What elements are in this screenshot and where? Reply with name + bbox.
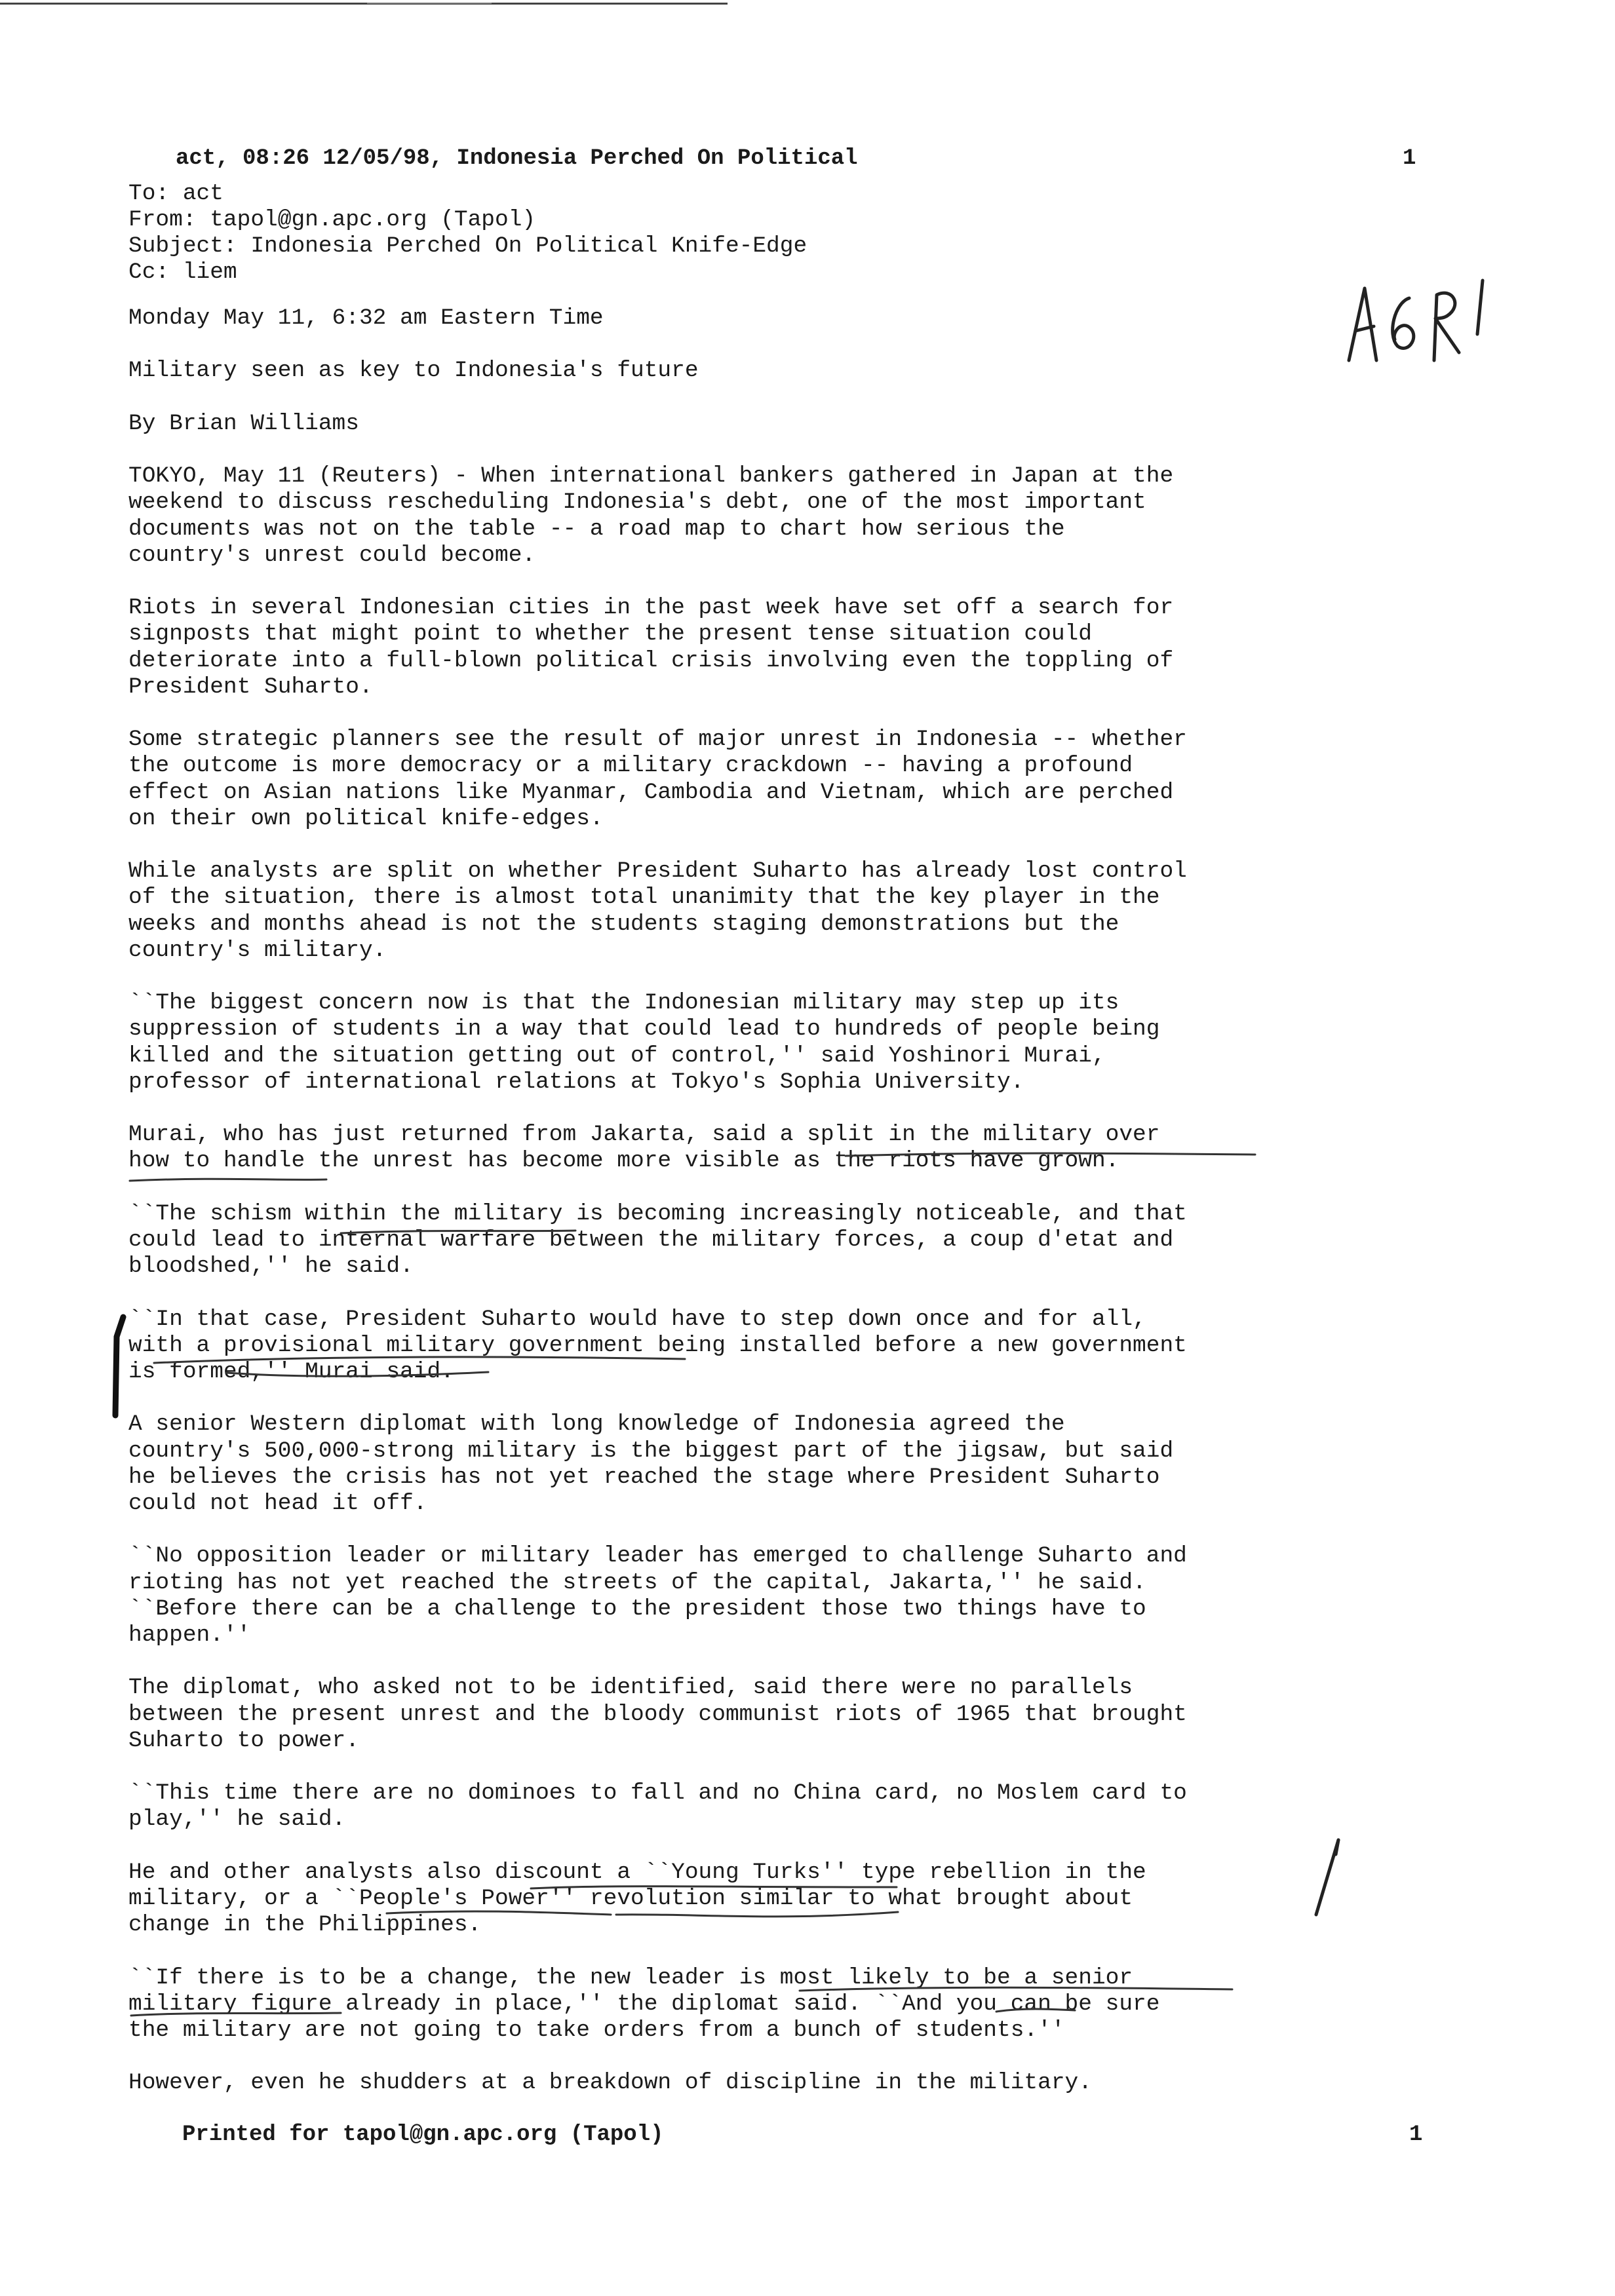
print-header-title: act, 08:26 12/05/98, Indonesia Perched On Political (176, 146, 858, 171)
email-cc: Cc: liem (128, 259, 237, 285)
paragraph: While analysts are split on whether President Suharto has already lost control of the situation, there is almost total unanimity that the key player in the weeks and months ahead is not the students staging demonstrations but the country's military. (128, 858, 1187, 963)
page-number-bottom: 1 (1409, 2122, 1423, 2147)
paragraph: He and other analysts also discount a ``Young Turks'' type rebellion in the military, or a ``People's Power'' revolution similar to what brought about change in the Philippines. (128, 1859, 1146, 1938)
paragraph: The diplomat, who asked not to be identified, said there were no parallels between the present unrest and the bloody communist riots of 1965 that brought Suharto to power. (128, 1675, 1187, 1753)
paragraph: Riots in several Indonesian cities in the past week have set off a search for signposts that might point to whether the present tense situation could deteriorate into a full-blown political crisis involving even the toppling of President Suharto. (128, 595, 1174, 700)
paragraph: Murai, who has just returned from Jakarta, said a split in the military over how to handle the unrest has become more visible as the riots have grown. (128, 1122, 1160, 1174)
paragraph: ``If there is to be a change, the new leader is most likely to be a senior military figure already in place,'' the diplomat said. ``And you can be sure the military are not going to take orders from a bunch of students.'' (128, 1964, 1160, 2043)
paragraph: ``The biggest concern now is that the Indonesian military may step up its suppression of students in a way that could lead to hundreds of people being killed and the situation getting out of control,'' said Yoshinori Murai, professor of international relations at Tokyo's Sophia University. (128, 990, 1160, 1095)
email-header-block (128, 181, 807, 286)
paragraph: By Brian Williams (128, 410, 359, 436)
paragraph: Military seen as key to Indonesia's future (128, 358, 699, 384)
email-subject: Subject: Indonesia Perched On Political Knife-Edge (128, 233, 808, 259)
paragraph: A senior Western diplomat with long knowledge of Indonesia agreed the country's 500,000-strong military is the biggest part of the jigsaw, but said he believes the crisis has not yet reached the stage where President Suharto could not head it off. (128, 1411, 1174, 1516)
page-number-top: 1 (1403, 146, 1416, 171)
print-footer: Printed for tapol@gn.apc.org (Tapol) (182, 2122, 664, 2147)
paragraph: However, even he shudders at a breakdown of discipline in the military. (128, 2070, 1092, 2096)
article-body (128, 305, 1472, 2123)
paragraph: ``In that case, President Suharto would have to step down once and for all, with a provisional military government being installed before a new government is formed,'' Murai said. (128, 1306, 1187, 1385)
paragraph: ``This time there are no dominoes to fall and no China card, no Moslem card to play,'' he said. (128, 1780, 1187, 1833)
email-to: To: act (128, 181, 224, 206)
paragraph: ``The schism within the military is becoming increasingly noticeable, and that could lead to internal warfare between the military forces, a coup d'etat and bloodshed,'' he said. (128, 1200, 1187, 1280)
email-from: From: tapol@gn.apc.org (Tapol) (128, 207, 536, 233)
paragraph: Some strategic planners see the result of major unrest in Indonesia -- whether the outcome is more democracy or a military crackdown -- having a profound effect on Asian nations like Myanmar, Cambodia and Vietnam, which are perched on their own political knife-edges. (128, 727, 1187, 832)
paragraph: TOKYO, May 11 (Reuters) - When international bankers gathered in Japan at the weekend to discuss rescheduling Indonesia's debt, one of the most important documents was not on the table -- a road map to chart how serious the country's unrest could become. (128, 463, 1174, 568)
scan-edge-line-short (367, 3, 492, 4)
paragraph: Monday May 11, 6:32 am Eastern Time (128, 305, 604, 331)
paragraph: ``No opposition leader or military leader has emerged to challenge Suharto and rioting has not yet reached the streets of the capital, Jakarta,'' he said. ``Before there can be a challenge to the president those two things have to happen.'' (128, 1543, 1187, 1648)
scan-edge-line (0, 3, 728, 5)
